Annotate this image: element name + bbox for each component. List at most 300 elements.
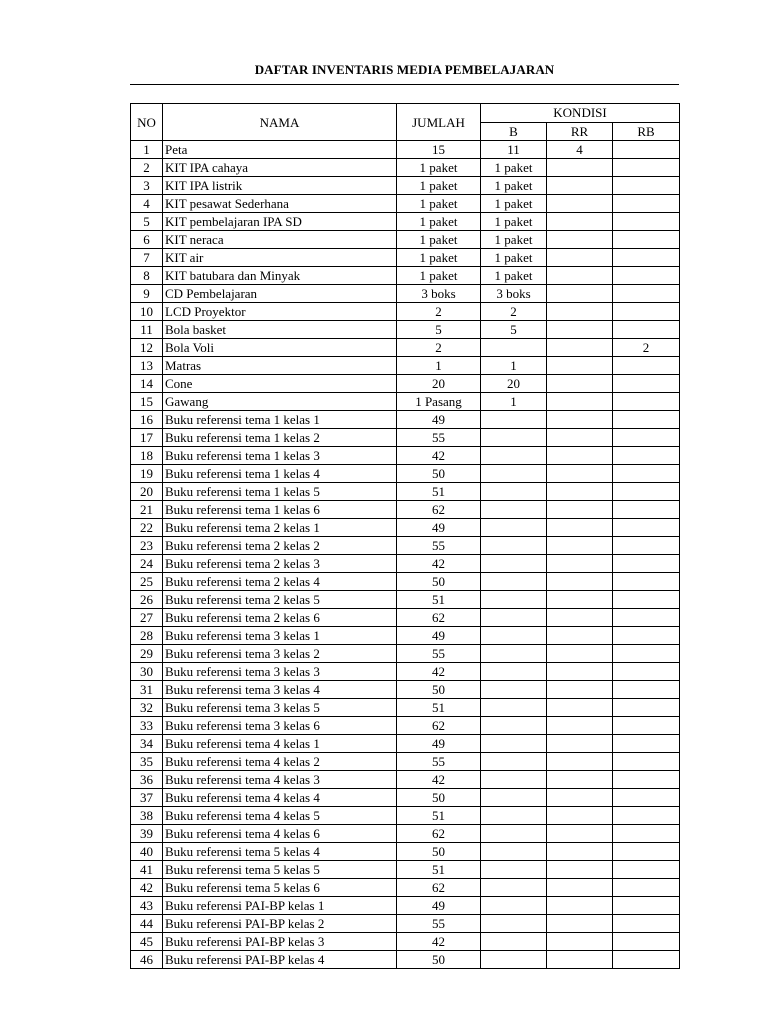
cell-nama: Gawang [163,393,397,411]
cell-jumlah: 50 [397,573,481,591]
table-row [131,717,680,735]
cell-rb [613,195,680,213]
cell-rr [547,447,613,465]
cell-nama: Buku referensi tema 4 kelas 2 [163,753,397,771]
cell-nama: Buku referensi tema 3 kelas 5 [163,699,397,717]
table-row [131,303,680,321]
cell-rr [547,807,613,825]
cell-rb [613,807,680,825]
cell-b [481,339,547,357]
cell-nama: KIT pesawat Sederhana [163,195,397,213]
cell-b: 1 paket [481,231,547,249]
cell-rr [547,591,613,609]
cell-nama: Buku referensi tema 2 kelas 3 [163,555,397,573]
inventory-table [130,103,680,969]
cell-no: 31 [131,681,163,699]
cell-jumlah: 42 [397,663,481,681]
table-row [131,285,680,303]
cell-nama: Buku referensi PAI-BP kelas 2 [163,915,397,933]
cell-b [481,897,547,915]
table-row [131,825,680,843]
cell-no: 2 [131,159,163,177]
cell-nama: Buku referensi tema 1 kelas 6 [163,501,397,519]
cell-jumlah: 1 paket [397,177,481,195]
cell-jumlah: 50 [397,951,481,969]
cell-nama: LCD Proyektor [163,303,397,321]
table-row [131,537,680,555]
cell-b [481,879,547,897]
cell-b [481,447,547,465]
table-row [131,447,680,465]
cell-b [481,537,547,555]
cell-rr [547,879,613,897]
table-row [131,681,680,699]
cell-no: 27 [131,609,163,627]
cell-rb [613,141,680,159]
cell-no: 19 [131,465,163,483]
cell-rr [547,339,613,357]
table-row [131,519,680,537]
cell-jumlah: 42 [397,555,481,573]
cell-jumlah: 2 [397,303,481,321]
cell-rr [547,357,613,375]
cell-no: 30 [131,663,163,681]
cell-rb [613,303,680,321]
cell-nama: Buku referensi tema 5 kelas 4 [163,843,397,861]
table-row [131,159,680,177]
cell-rr [547,753,613,771]
cell-jumlah: 51 [397,861,481,879]
cell-jumlah: 55 [397,429,481,447]
cell-rb [613,753,680,771]
cell-nama: Buku referensi tema 3 kelas 3 [163,663,397,681]
table-row [131,609,680,627]
cell-rb [613,159,680,177]
cell-b [481,753,547,771]
cell-b: 1 paket [481,249,547,267]
cell-jumlah: 1 paket [397,213,481,231]
table-body [131,141,680,969]
table-row [131,267,680,285]
cell-rr [547,159,613,177]
cell-no: 26 [131,591,163,609]
cell-rr [547,285,613,303]
cell-nama: Buku referensi tema 2 kelas 5 [163,591,397,609]
cell-b: 1 paket [481,159,547,177]
cell-nama: Buku referensi tema 3 kelas 4 [163,681,397,699]
table-row [131,573,680,591]
cell-rr [547,375,613,393]
cell-jumlah: 62 [397,501,481,519]
cell-nama: Buku referensi tema 1 kelas 3 [163,447,397,465]
cell-nama: Buku referensi tema 5 kelas 6 [163,879,397,897]
cell-no: 44 [131,915,163,933]
cell-nama: Buku referensi tema 4 kelas 4 [163,789,397,807]
table-row [131,915,680,933]
cell-rb [613,537,680,555]
cell-rb [613,249,680,267]
cell-jumlah: 5 [397,321,481,339]
cell-rr [547,519,613,537]
cell-nama: Buku referensi tema 1 kelas 2 [163,429,397,447]
cell-jumlah: 1 paket [397,249,481,267]
cell-rb: 2 [613,339,680,357]
cell-nama: Buku referensi PAI-BP kelas 3 [163,933,397,951]
cell-no: 35 [131,753,163,771]
cell-b: 11 [481,141,547,159]
header-nama: NAMA [163,104,397,141]
cell-b [481,717,547,735]
table-row [131,879,680,897]
cell-nama: Buku referensi tema 4 kelas 5 [163,807,397,825]
cell-rb [613,447,680,465]
cell-no: 20 [131,483,163,501]
cell-b: 1 [481,393,547,411]
cell-rb [613,465,680,483]
cell-b [481,555,547,573]
cell-jumlah: 1 Pasang [397,393,481,411]
cell-nama: Bola basket [163,321,397,339]
cell-nama: KIT air [163,249,397,267]
cell-b [481,699,547,717]
cell-nama: KIT IPA cahaya [163,159,397,177]
cell-no: 15 [131,393,163,411]
cell-rr [547,843,613,861]
cell-no: 43 [131,897,163,915]
cell-rr [547,267,613,285]
cell-jumlah: 51 [397,591,481,609]
cell-nama: Cone [163,375,397,393]
cell-rr [547,663,613,681]
cell-rr [547,249,613,267]
cell-no: 21 [131,501,163,519]
cell-no: 39 [131,825,163,843]
cell-rb [613,429,680,447]
table-row [131,663,680,681]
cell-rr [547,177,613,195]
cell-no: 28 [131,627,163,645]
cell-nama: Buku referensi tema 2 kelas 1 [163,519,397,537]
cell-no: 8 [131,267,163,285]
cell-jumlah: 50 [397,465,481,483]
cell-no: 22 [131,519,163,537]
cell-no: 1 [131,141,163,159]
cell-rb [613,771,680,789]
table-row [131,645,680,663]
cell-rr [547,717,613,735]
cell-nama: Buku referensi tema 5 kelas 5 [163,861,397,879]
cell-nama: Buku referensi tema 1 kelas 5 [163,483,397,501]
cell-nama: KIT pembelajaran IPA SD [163,213,397,231]
header-row-top [131,104,680,123]
cell-b [481,771,547,789]
table-row [131,141,680,159]
cell-rb [613,267,680,285]
cell-no: 16 [131,411,163,429]
table-row [131,357,680,375]
cell-rr [547,825,613,843]
cell-jumlah: 50 [397,789,481,807]
table-row [131,933,680,951]
cell-rb [613,717,680,735]
table-row [131,555,680,573]
cell-nama: Bola Voli [163,339,397,357]
cell-jumlah: 49 [397,627,481,645]
cell-jumlah: 51 [397,483,481,501]
cell-jumlah: 62 [397,825,481,843]
cell-jumlah: 1 paket [397,195,481,213]
cell-rb [613,357,680,375]
cell-no: 9 [131,285,163,303]
cell-jumlah: 49 [397,897,481,915]
cell-no: 10 [131,303,163,321]
cell-nama: Buku referensi PAI-BP kelas 4 [163,951,397,969]
cell-rb [613,951,680,969]
cell-jumlah: 20 [397,375,481,393]
cell-b [481,933,547,951]
cell-rr [547,627,613,645]
cell-rb [613,627,680,645]
cell-rb [613,231,680,249]
cell-nama: Buku referensi tema 4 kelas 3 [163,771,397,789]
table-row [131,771,680,789]
cell-rb [613,699,680,717]
cell-jumlah: 51 [397,807,481,825]
header-jumlah: JUMLAH [397,104,481,141]
cell-rb [613,573,680,591]
cell-rr [547,429,613,447]
table-row [131,249,680,267]
cell-no: 37 [131,789,163,807]
cell-rr [547,771,613,789]
cell-no: 12 [131,339,163,357]
table-row [131,213,680,231]
cell-no: 34 [131,735,163,753]
cell-no: 25 [131,573,163,591]
header-rb: RB [613,122,680,141]
cell-no: 18 [131,447,163,465]
cell-b [481,483,547,501]
cell-nama: KIT IPA listrik [163,177,397,195]
table-row [131,375,680,393]
cell-no: 33 [131,717,163,735]
table-row [131,231,680,249]
cell-no: 38 [131,807,163,825]
cell-b [481,519,547,537]
cell-b [481,591,547,609]
cell-no: 17 [131,429,163,447]
cell-nama: Matras [163,357,397,375]
cell-rb [613,735,680,753]
header-no: NO [131,104,163,141]
table-row [131,483,680,501]
cell-b [481,807,547,825]
cell-nama: Buku referensi tema 3 kelas 6 [163,717,397,735]
cell-jumlah: 49 [397,411,481,429]
cell-rr [547,501,613,519]
table-row [131,501,680,519]
cell-no: 23 [131,537,163,555]
cell-rb [613,411,680,429]
cell-rr [547,303,613,321]
cell-rb [613,933,680,951]
document-title: DAFTAR INVENTARIS MEDIA PEMBELAJARAN [254,62,555,77]
cell-no: 29 [131,645,163,663]
cell-b [481,663,547,681]
cell-jumlah: 42 [397,933,481,951]
cell-rr [547,897,613,915]
cell-b: 20 [481,375,547,393]
cell-no: 24 [131,555,163,573]
cell-rb [613,483,680,501]
cell-rr [547,645,613,663]
header-b: B [481,122,547,141]
cell-b [481,825,547,843]
cell-rr [547,411,613,429]
cell-no: 6 [131,231,163,249]
cell-nama: Buku referensi tema 3 kelas 1 [163,627,397,645]
title-underline [130,84,679,85]
table-row [131,393,680,411]
cell-rb [613,591,680,609]
cell-rr [547,573,613,591]
cell-nama: CD Pembelajaran [163,285,397,303]
cell-rr [547,951,613,969]
cell-b: 1 paket [481,267,547,285]
cell-rb [613,609,680,627]
cell-b [481,645,547,663]
cell-no: 7 [131,249,163,267]
cell-no: 46 [131,951,163,969]
cell-rb [613,375,680,393]
cell-b [481,573,547,591]
cell-rb [613,843,680,861]
table-row [131,627,680,645]
table-row [131,429,680,447]
cell-rb [613,321,680,339]
cell-b: 3 boks [481,285,547,303]
cell-b [481,501,547,519]
table-header [131,104,680,141]
cell-rr [547,681,613,699]
cell-jumlah: 51 [397,699,481,717]
cell-rr [547,231,613,249]
table-row [131,699,680,717]
cell-jumlah: 49 [397,519,481,537]
cell-nama: KIT neraca [163,231,397,249]
cell-rr [547,537,613,555]
table-row [131,195,680,213]
table-row [131,807,680,825]
cell-b [481,861,547,879]
cell-jumlah: 55 [397,645,481,663]
cell-b: 2 [481,303,547,321]
cell-nama: Peta [163,141,397,159]
cell-jumlah: 42 [397,771,481,789]
cell-rb [613,645,680,663]
cell-rb [613,519,680,537]
cell-rb [613,177,680,195]
table-row [131,897,680,915]
cell-b: 1 paket [481,177,547,195]
cell-jumlah: 3 boks [397,285,481,303]
cell-rr: 4 [547,141,613,159]
table-row [131,321,680,339]
table-row [131,411,680,429]
cell-rr [547,483,613,501]
table-row [131,789,680,807]
cell-jumlah: 2 [397,339,481,357]
cell-rb [613,861,680,879]
cell-rr [547,321,613,339]
cell-rr [547,699,613,717]
cell-no: 32 [131,699,163,717]
cell-rb [613,663,680,681]
cell-b [481,735,547,753]
cell-jumlah: 62 [397,609,481,627]
cell-b [481,411,547,429]
cell-b [481,951,547,969]
cell-jumlah: 55 [397,915,481,933]
cell-rr [547,195,613,213]
cell-jumlah: 55 [397,537,481,555]
table-row [131,735,680,753]
cell-nama: Buku referensi tema 3 kelas 2 [163,645,397,663]
cell-b [481,627,547,645]
cell-rr [547,465,613,483]
cell-rb [613,213,680,231]
cell-jumlah: 42 [397,447,481,465]
cell-rb [613,789,680,807]
cell-b [481,465,547,483]
cell-b [481,609,547,627]
cell-b [481,915,547,933]
table-row [131,951,680,969]
cell-jumlah: 1 paket [397,231,481,249]
table-row [131,177,680,195]
cell-rb [613,897,680,915]
cell-rb [613,285,680,303]
table-row [131,861,680,879]
cell-jumlah: 49 [397,735,481,753]
cell-nama: Buku referensi tema 2 kelas 4 [163,573,397,591]
cell-nama: KIT batubara dan Minyak [163,267,397,285]
cell-no: 42 [131,879,163,897]
cell-rr [547,861,613,879]
cell-rb [613,501,680,519]
table-row [131,591,680,609]
table-row [131,843,680,861]
header-kondisi: KONDISI [481,104,680,123]
cell-nama: Buku referensi tema 4 kelas 1 [163,735,397,753]
cell-nama: Buku referensi tema 4 kelas 6 [163,825,397,843]
table-row [131,465,680,483]
cell-jumlah: 62 [397,717,481,735]
cell-no: 14 [131,375,163,393]
cell-jumlah: 1 paket [397,159,481,177]
cell-nama: Buku referensi tema 1 kelas 4 [163,465,397,483]
cell-b: 5 [481,321,547,339]
cell-b [481,789,547,807]
cell-b: 1 [481,357,547,375]
cell-jumlah: 55 [397,753,481,771]
cell-no: 13 [131,357,163,375]
cell-no: 4 [131,195,163,213]
cell-nama: Buku referensi PAI-BP kelas 1 [163,897,397,915]
cell-rr [547,555,613,573]
cell-rr [547,789,613,807]
cell-no: 11 [131,321,163,339]
